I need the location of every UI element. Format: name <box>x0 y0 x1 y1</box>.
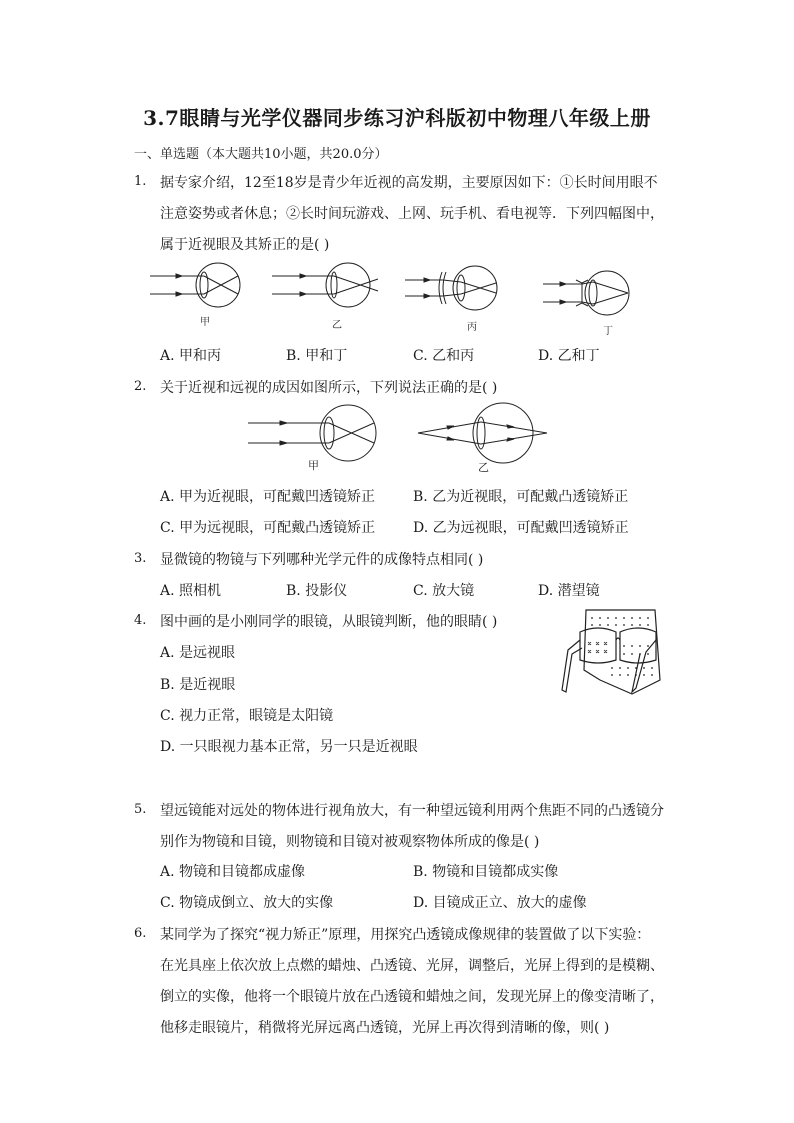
question-2-option-a[interactable]: A. 甲为近视眼，可配戴凹透镜矫正 <box>160 489 376 505</box>
question-2-line-1: 关于近视和远视的成因如图所示，下列说法正确的是( ) <box>160 380 498 396</box>
question-1-line-3: 属于近视眼及其矫正的是( ) <box>160 237 330 253</box>
question-5-option-d[interactable]: D. 目镜成正立、放大的虚像 <box>413 895 587 911</box>
figure-label-ding: 丁 <box>603 326 613 337</box>
question-2-option-d[interactable]: D. 乙为远视眼，可配戴凹透镜矫正 <box>413 520 629 536</box>
question-2-option-c[interactable]: C. 甲为远视眼，可配戴凸透镜矫正 <box>160 520 376 536</box>
question-3-number: 3. <box>134 551 147 566</box>
question-1-option-d[interactable]: D. 乙和丁 <box>538 348 600 364</box>
figure-label-yi: 乙 <box>332 320 342 331</box>
section-heading: 一、单选题（本大题共10小题，共20.0分） <box>134 147 388 162</box>
question-4-option-d[interactable]: D. 一只眼视力基本正常，另一只是近视眼 <box>160 739 418 755</box>
question-4-option-a[interactable]: A. 是远视眼 <box>160 645 236 661</box>
q2-figure-label-jia: 甲 <box>308 459 319 472</box>
question-3-option-c[interactable]: C. 放大镜 <box>413 583 475 599</box>
question-3-option-a[interactable]: A. 照相机 <box>160 583 222 599</box>
question-4-number: 4. <box>134 613 147 628</box>
question-5-option-b[interactable]: B. 物镜和目镜都成实像 <box>413 864 559 880</box>
question-6-line-3: 倒立的实像，他将一个眼镜片放在凸透镜和蜡烛之间，发现光屏上的像变清晰了， <box>160 989 664 1005</box>
question-1-number: 1. <box>134 174 147 189</box>
figure-label-jia: 甲 <box>200 317 210 328</box>
question-6-line-2: 在光具座上依次放上点燃的蜡烛、凸透镜、光屏，调整后，光屏上得到的是模糊、 <box>160 958 664 974</box>
question-5-option-c[interactable]: C. 物镜成倒立、放大的实像 <box>160 895 334 911</box>
question-3-option-b[interactable]: B. 投影仪 <box>286 583 348 599</box>
question-1-line-2: 注意姿势或者休息；②长时间玩游戏、上网、玩手机、看电视等．下列四幅图中， <box>160 206 664 222</box>
question-1-option-c[interactable]: C. 乙和丙 <box>413 348 475 364</box>
question-6-line-1: 某同学为了探究“视力矫正”原理，用探究凸透镜成像规律的装置做了以下实验： <box>160 927 651 943</box>
question-2-number: 2. <box>134 379 147 394</box>
question-5-line-1: 望远镜能对远处的物体进行视角放大，有一种望远镜利用两个焦距不同的凸透镜分 <box>160 803 664 819</box>
question-1-line-1: 据专家介绍，12至18岁是青少年近视的高发期，主要原因如下：①长时间用眼不 <box>160 175 658 191</box>
q2-figure-label-yi: 乙 <box>478 461 489 474</box>
question-2-option-b[interactable]: B. 乙为近视眼，可配戴凸透镜矫正 <box>413 489 629 505</box>
question-4-option-c[interactable]: C. 视力正常，眼镜是太阳镜 <box>160 708 334 724</box>
question-1-option-b[interactable]: B. 甲和丁 <box>286 348 348 364</box>
question-1-option-a[interactable]: A. 甲和丙 <box>160 348 222 364</box>
question-4-line-1: 图中画的是小刚同学的眼镜，从眼镜判断，他的眼睛( ) <box>160 614 498 630</box>
page-title: 3.7眼睛与光学仪器同步练习沪科版初中物理八年级上册 <box>143 106 651 130</box>
question-5-number: 5. <box>134 802 147 817</box>
question-6-line-4: 他移走眼镜片，稍微将光屏远离凸透镜，光屏上再次得到清晰的像，则( ) <box>160 1020 610 1036</box>
question-5-option-a[interactable]: A. 物镜和目镜都成虚像 <box>160 864 306 880</box>
question-3-option-d[interactable]: D. 潜望镜 <box>538 583 600 599</box>
figure-label-bing: 丙 <box>467 322 477 333</box>
question-5-line-2: 别作为物镜和目镜，则物镜和目镜对被观察物体所成的像是( ) <box>160 834 540 850</box>
question-3-line-1: 显微镜的物镜与下列哪种光学元件的成像特点相同( ) <box>160 552 484 568</box>
question-4-option-b[interactable]: B. 是近视眼 <box>160 677 236 693</box>
question-6-number: 6. <box>134 926 147 941</box>
